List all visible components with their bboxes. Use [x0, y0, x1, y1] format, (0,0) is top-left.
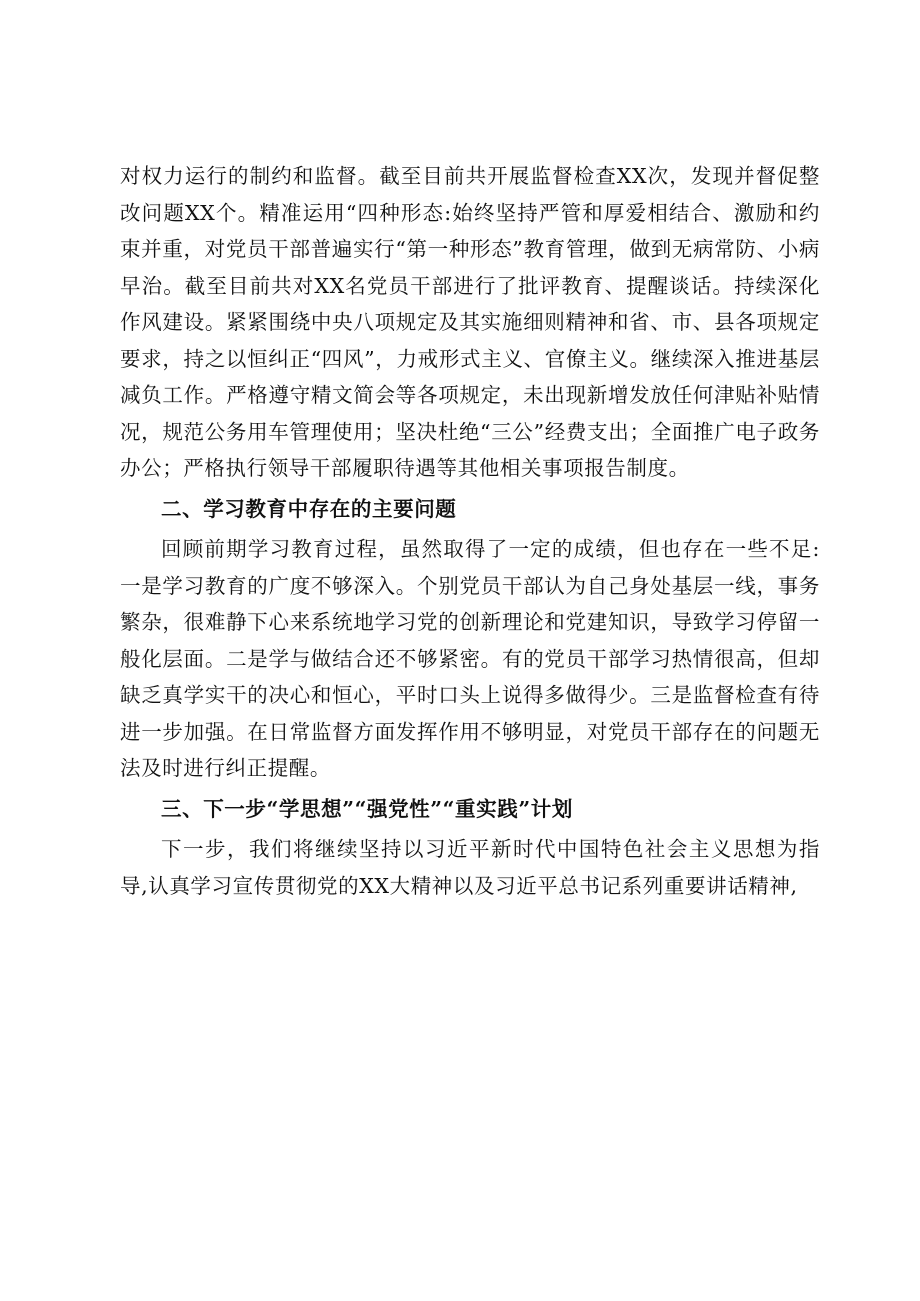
paragraph-next-steps: 下一步，我们将继续坚持以习近平新时代中国特色社会主义思想为指导,认真学习宣传贯彻党的XX大精神以及习近平总书记系列重要讲话精神, — [120, 837, 820, 898]
section-heading-main-problems: 二、学习教育中存在的主要问题 — [161, 496, 457, 521]
document-body — [120, 158, 820, 904]
section-heading-next-plan: 三、下一步“学思想”“强党性”“重实践”计划 — [161, 796, 573, 821]
paragraph-problems: 回顾前期学习教育过程，虽然取得了一定的成绩，但也存在一些不足:一是学习教育的广度不够深入。个别党员干部认为自己身处基层一线，事务繁杂，很难静下心来系统地学习党的创新理论和党建知识，导致学习停留一般化层面。二是学与做结合还不够紧密。有的党员干部学习热情很高，但却缺乏真学实干的决心和恒心，平时口头上说得多做得少。三是监督检查有待进一步加强。在日常监督方面发挥作用不够明显，对党员干部存在的问题无法及时进行纠正提醒。 — [120, 537, 820, 780]
paragraph-power-supervision: 对权力运行的制约和监督。截至目前共开展监督检查XX次，发现并督促整改问题XX个。精准运用“四种形态:始终坚持严管和厚爱相结合、激励和约束并重，对党员干部普遍实行“第一种形态”教育管理，做到无病常防、小病早治。截至目前共对XX名党员干部进行了批评教育、提醒谈话。持续深化作风建设。紧紧围绕中央八项规定及其实施细则精神和省、市、县各项规定要求，持之以恒纠正“四风”，力戒形式主义、官僚主义。继续深入推进基层减负工作。严格遵守精文简会等各项规定，未出现新增发放任何津贴补贴情况，规范公务用车管理使用；坚决杜绝“三公”经费支出；全面推广电子政务办公；严格执行领导干部履职待遇等其他相关事项报告制度。 — [120, 164, 820, 480]
